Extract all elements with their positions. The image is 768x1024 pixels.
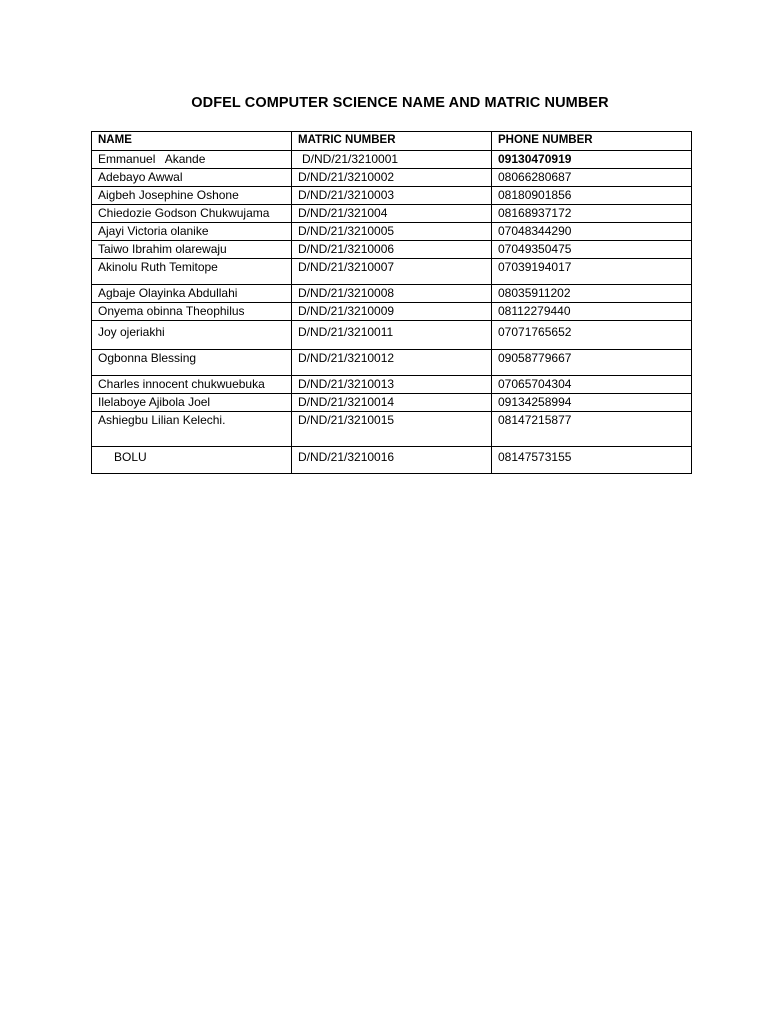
matric-number: D/ND/21/3210005 <box>292 223 492 241</box>
header-phone-number: PHONE NUMBER <box>492 132 692 151</box>
table-row <box>92 303 692 321</box>
student-name: Ashiegbu Lilian Kelechi. <box>92 412 292 447</box>
matric-number: D/ND/21/3210016 <box>292 447 492 474</box>
table-row <box>92 285 692 303</box>
matric-number: D/ND/21/3210013 <box>292 376 492 394</box>
matric-number: D/ND/21/3210007 <box>292 259 492 285</box>
student-name: Akinolu Ruth Temitope <box>92 259 292 285</box>
matric-number: D/ND/21/3210011 <box>292 321 492 350</box>
matric-number: D/ND/21/3210001 <box>292 151 492 169</box>
student-name: Emmanuel Akande <box>92 151 292 169</box>
table-row <box>92 205 692 223</box>
table-row <box>92 376 692 394</box>
phone-number: 08035911202 <box>492 285 692 303</box>
phone-number: 08112279440 <box>492 303 692 321</box>
header-name: NAME <box>92 132 292 151</box>
table-row <box>92 169 692 187</box>
phone-number: 09130470919 <box>492 151 692 169</box>
table-row <box>92 187 692 205</box>
table-row <box>92 223 692 241</box>
student-table <box>91 131 692 474</box>
student-name: Adebayo Awwal <box>92 169 292 187</box>
matric-number: D/ND/21/3210014 <box>292 394 492 412</box>
student-name: Agbaje Olayinka Abdullahi <box>92 285 292 303</box>
student-name: Ajayi Victoria olanike <box>92 223 292 241</box>
matric-number: D/ND/21/3210012 <box>292 350 492 376</box>
student-name: Chiedozie Godson Chukwujama <box>92 205 292 223</box>
phone-number: 07049350475 <box>492 241 692 259</box>
matric-number: D/ND/21/3210008 <box>292 285 492 303</box>
table-row <box>92 350 692 376</box>
phone-number: 07039194017 <box>492 259 692 285</box>
matric-number: D/ND/21/3210002 <box>292 169 492 187</box>
phone-number: 09058779667 <box>492 350 692 376</box>
table-row <box>92 321 692 350</box>
header-matric-number: MATRIC NUMBER <box>292 132 492 151</box>
phone-number: 07065704304 <box>492 376 692 394</box>
table-row <box>92 241 692 259</box>
phone-number: 07071765652 <box>492 321 692 350</box>
matric-number: D/ND/21/3210006 <box>292 241 492 259</box>
matric-number: D/ND/21/3210009 <box>292 303 492 321</box>
matric-number: D/ND/21/3210003 <box>292 187 492 205</box>
phone-number: 08168937172 <box>492 205 692 223</box>
student-name: Taiwo Ibrahim olarewaju <box>92 241 292 259</box>
student-name: Joy ojeriakhi <box>92 321 292 350</box>
table-row <box>92 394 692 412</box>
document-title: ODFEL COMPUTER SCIENCE NAME AND MATRIC NUMBER <box>191 95 609 111</box>
table-row <box>92 412 692 447</box>
student-name: Ogbonna Blessing <box>92 350 292 376</box>
table-row <box>92 447 692 474</box>
student-name: Charles innocent chukwuebuka <box>92 376 292 394</box>
phone-number: 08066280687 <box>492 169 692 187</box>
table-row <box>92 259 692 285</box>
table-row <box>92 151 692 169</box>
student-name: Onyema obinna Theophilus <box>92 303 292 321</box>
student-name: Aigbeh Josephine Oshone <box>92 187 292 205</box>
phone-number: 07048344290 <box>492 223 692 241</box>
phone-number: 09134258994 <box>492 394 692 412</box>
matric-number: D/ND/21/321004 <box>292 205 492 223</box>
phone-number: 08180901856 <box>492 187 692 205</box>
phone-number: 08147215877 <box>492 412 692 447</box>
student-name: Ilelaboye Ajibola Joel <box>92 394 292 412</box>
phone-number: 08147573155 <box>492 447 692 474</box>
table-header-row <box>92 132 692 151</box>
matric-number: D/ND/21/3210015 <box>292 412 492 447</box>
student-name: BOLU <box>92 447 292 474</box>
